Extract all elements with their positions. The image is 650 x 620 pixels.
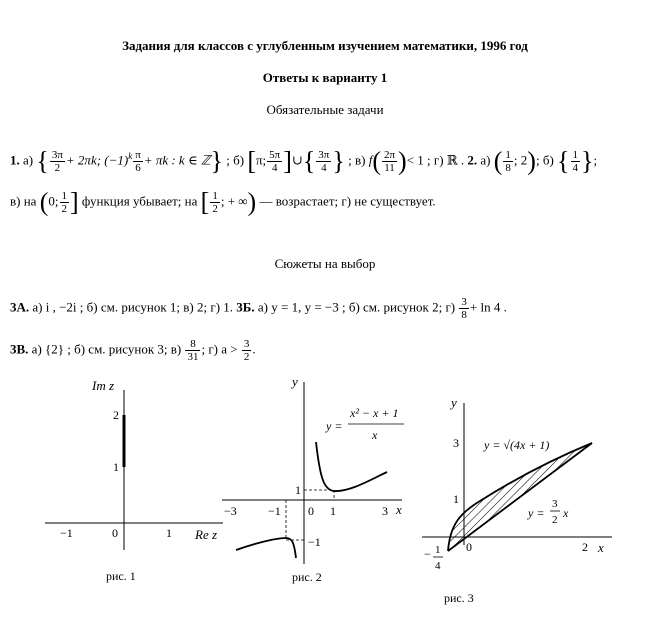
fig1-y-label: Im z (92, 378, 115, 393)
fig2-formula-y: y = (326, 419, 343, 433)
fig3-caption: рис. 3 (444, 591, 474, 605)
fig2-formula-den: x (372, 428, 378, 442)
fig3-curve1-label: y = √(4x + 1) (484, 438, 550, 452)
mandatory-title: Обязательные задачи (266, 102, 384, 117)
brace-close: } (210, 146, 223, 176)
choice-3v-end: . (252, 341, 256, 357)
fig2-caption: рис. 2 (292, 570, 322, 584)
bracket-open-2: [ (200, 187, 210, 217)
part-b-label: ; б) (226, 152, 245, 168)
ln4-text: + ln 4 . (469, 299, 507, 315)
choice-3a-label: 3А. (10, 299, 30, 315)
fig2-branch-right (316, 442, 387, 491)
fig3-curve2-num: 3 (552, 498, 558, 510)
plus-inf: ; + ∞ (220, 193, 248, 209)
brace-close-2: } (332, 146, 345, 176)
fig3-tick-y-1: 1 (453, 492, 459, 506)
paren-close-2: ) (527, 146, 536, 176)
fig2-tick-y-neg1: −1 (308, 535, 321, 549)
fig3-tick-neg-num: 1 (435, 544, 441, 556)
brace-open-3: { (557, 146, 570, 176)
frac-3-2: $\frac{3}{2}$ (243, 338, 250, 363)
choice-line-1 (10, 296, 507, 321)
paren-close-3: ) (247, 187, 257, 217)
paren-open-3: ( (39, 187, 49, 217)
bracket-close-2: ] (70, 187, 79, 217)
paren-open: ( (372, 146, 381, 176)
increasing-text: — возрастает; г) не существует. (259, 193, 436, 209)
fig2-y-label: y (292, 374, 298, 389)
figure-1 (40, 375, 230, 590)
decreasing-text: функция убывает; на (81, 193, 198, 209)
fig2-tick-x-3: 3 (382, 504, 388, 518)
part-v-label: ; в) (348, 152, 366, 168)
fig2-tick-x-0: 0 (308, 504, 314, 518)
fig3-tick-y-3: 3 (453, 436, 459, 450)
fig3-curve2-y: y = (528, 506, 545, 520)
part-a-label: а) (23, 152, 34, 168)
problem-1-label: 1. (10, 152, 20, 168)
frac-1-2-b: $\frac{1}{2}$ (212, 190, 218, 215)
fig2-tick-x-neg3: −3 (224, 504, 237, 518)
part-a2-label: а) (480, 152, 491, 168)
term-pik: + πk : k ∈ ℤ (143, 152, 211, 168)
choice-3v-text-b: ; г) a > (201, 341, 238, 357)
fig2-tick-x-1: 1 (330, 504, 336, 518)
choice-3v-text: а) {2} ; б) см. рисунок 3; в) (31, 341, 182, 357)
pi-semi: π; (255, 152, 267, 168)
mandatory-line-2 (10, 187, 436, 217)
frac-3pi-4: $\frac{3\pi}{4}$ (318, 148, 330, 174)
fig1-tick-x-1: 1 (166, 526, 172, 540)
figure-2 (220, 372, 410, 592)
answers-title: Ответы к варианту 1 (262, 70, 388, 85)
part-b2-label: ; б) (535, 152, 554, 168)
power-k: k (128, 151, 133, 161)
fig3-curve2-x: x (563, 506, 569, 520)
frac-pi-6: $\frac{\pi}{6}$ (135, 148, 141, 174)
choice-3v-label: 3В. (10, 341, 29, 357)
semi-2: ; 2 (513, 152, 528, 168)
fig3-tick-neg-den: 4 (435, 560, 441, 572)
fig2-tick-x-neg1: −1 (268, 504, 281, 518)
lt-one-text: < 1 ; г) ℝ . (406, 152, 465, 168)
term-2pik: + 2πk; (−1) (65, 152, 129, 168)
frac-2pi-11: $\frac{2\pi}{11}$ (383, 148, 396, 174)
fig1-tick-x-neg1: −1 (60, 526, 73, 540)
choice-3b-text: а) y = 1, y = −3 ; б) см. рисунок 2; г) (257, 299, 456, 315)
frac-1-8: $\frac{1}{8}$ (505, 148, 511, 174)
fig3-x-label: x (598, 540, 604, 555)
fig3-tick-x-2: 2 (582, 540, 588, 554)
fig2-branch-left (236, 538, 296, 558)
fig2-x-label: x (396, 502, 402, 517)
fig2-tick-y-1: 1 (295, 483, 301, 497)
fig1-x-label: Re z (195, 527, 218, 542)
fig1-tick-y-1: 1 (113, 460, 119, 474)
f-letter: f (368, 152, 373, 168)
mandatory-line-1 (10, 146, 597, 174)
brace-open: { (36, 146, 49, 176)
zero-semi: 0; (48, 193, 59, 209)
frac-3-8: $\frac{3}{8}$ (461, 296, 467, 321)
bracket-close: ] (283, 146, 292, 176)
union-sign: ∪ (291, 152, 303, 168)
line2-v: в) на (10, 193, 37, 209)
frac-8-31: $\frac{8}{31}$ (187, 338, 199, 363)
figure-3 (418, 395, 618, 610)
frac-1-4: $\frac{1}{4}$ (572, 148, 579, 174)
paren-close: ) (398, 146, 407, 176)
fig3-line-linear (448, 443, 592, 551)
frac-1-2-a: $\frac{1}{2}$ (61, 190, 67, 215)
fig1-tick-y-2: 2 (113, 408, 119, 422)
brace-open-2: { (302, 146, 316, 176)
fig3-y-label: y (451, 395, 457, 410)
frac-5pi-4: $\frac{5\pi}{4}$ (269, 148, 281, 174)
fig3-tick-neg-sign: − (424, 547, 431, 561)
paren-open-2: ( (493, 146, 503, 176)
bracket-open: [ (247, 146, 256, 176)
choice-title: Сюжеты на выбор (274, 256, 376, 271)
choice-line-2 (10, 338, 256, 363)
fig3-curve2-den: 2 (552, 514, 558, 526)
choice-3b-label: 3Б. (236, 299, 255, 315)
brace-close-3: } (581, 146, 594, 176)
document-title: Задания для классов с углубленным изучением математики, 1996 год (122, 38, 528, 53)
fig1-tick-x-0: 0 (112, 526, 118, 540)
problem-2-label: 2. (467, 152, 478, 168)
fig2-formula-num: x² − x + 1 (350, 406, 399, 420)
end-semi: ; (593, 152, 598, 168)
choice-3a-text: а) i , −2i ; б) см. рисунок 1; в) 2; г) 1. (32, 299, 234, 315)
fig3-tick-x-0: 0 (466, 540, 472, 554)
fig1-caption: рис. 1 (106, 569, 136, 583)
frac-3pi-2: $\frac{3\pi}{2}$ (51, 148, 63, 174)
